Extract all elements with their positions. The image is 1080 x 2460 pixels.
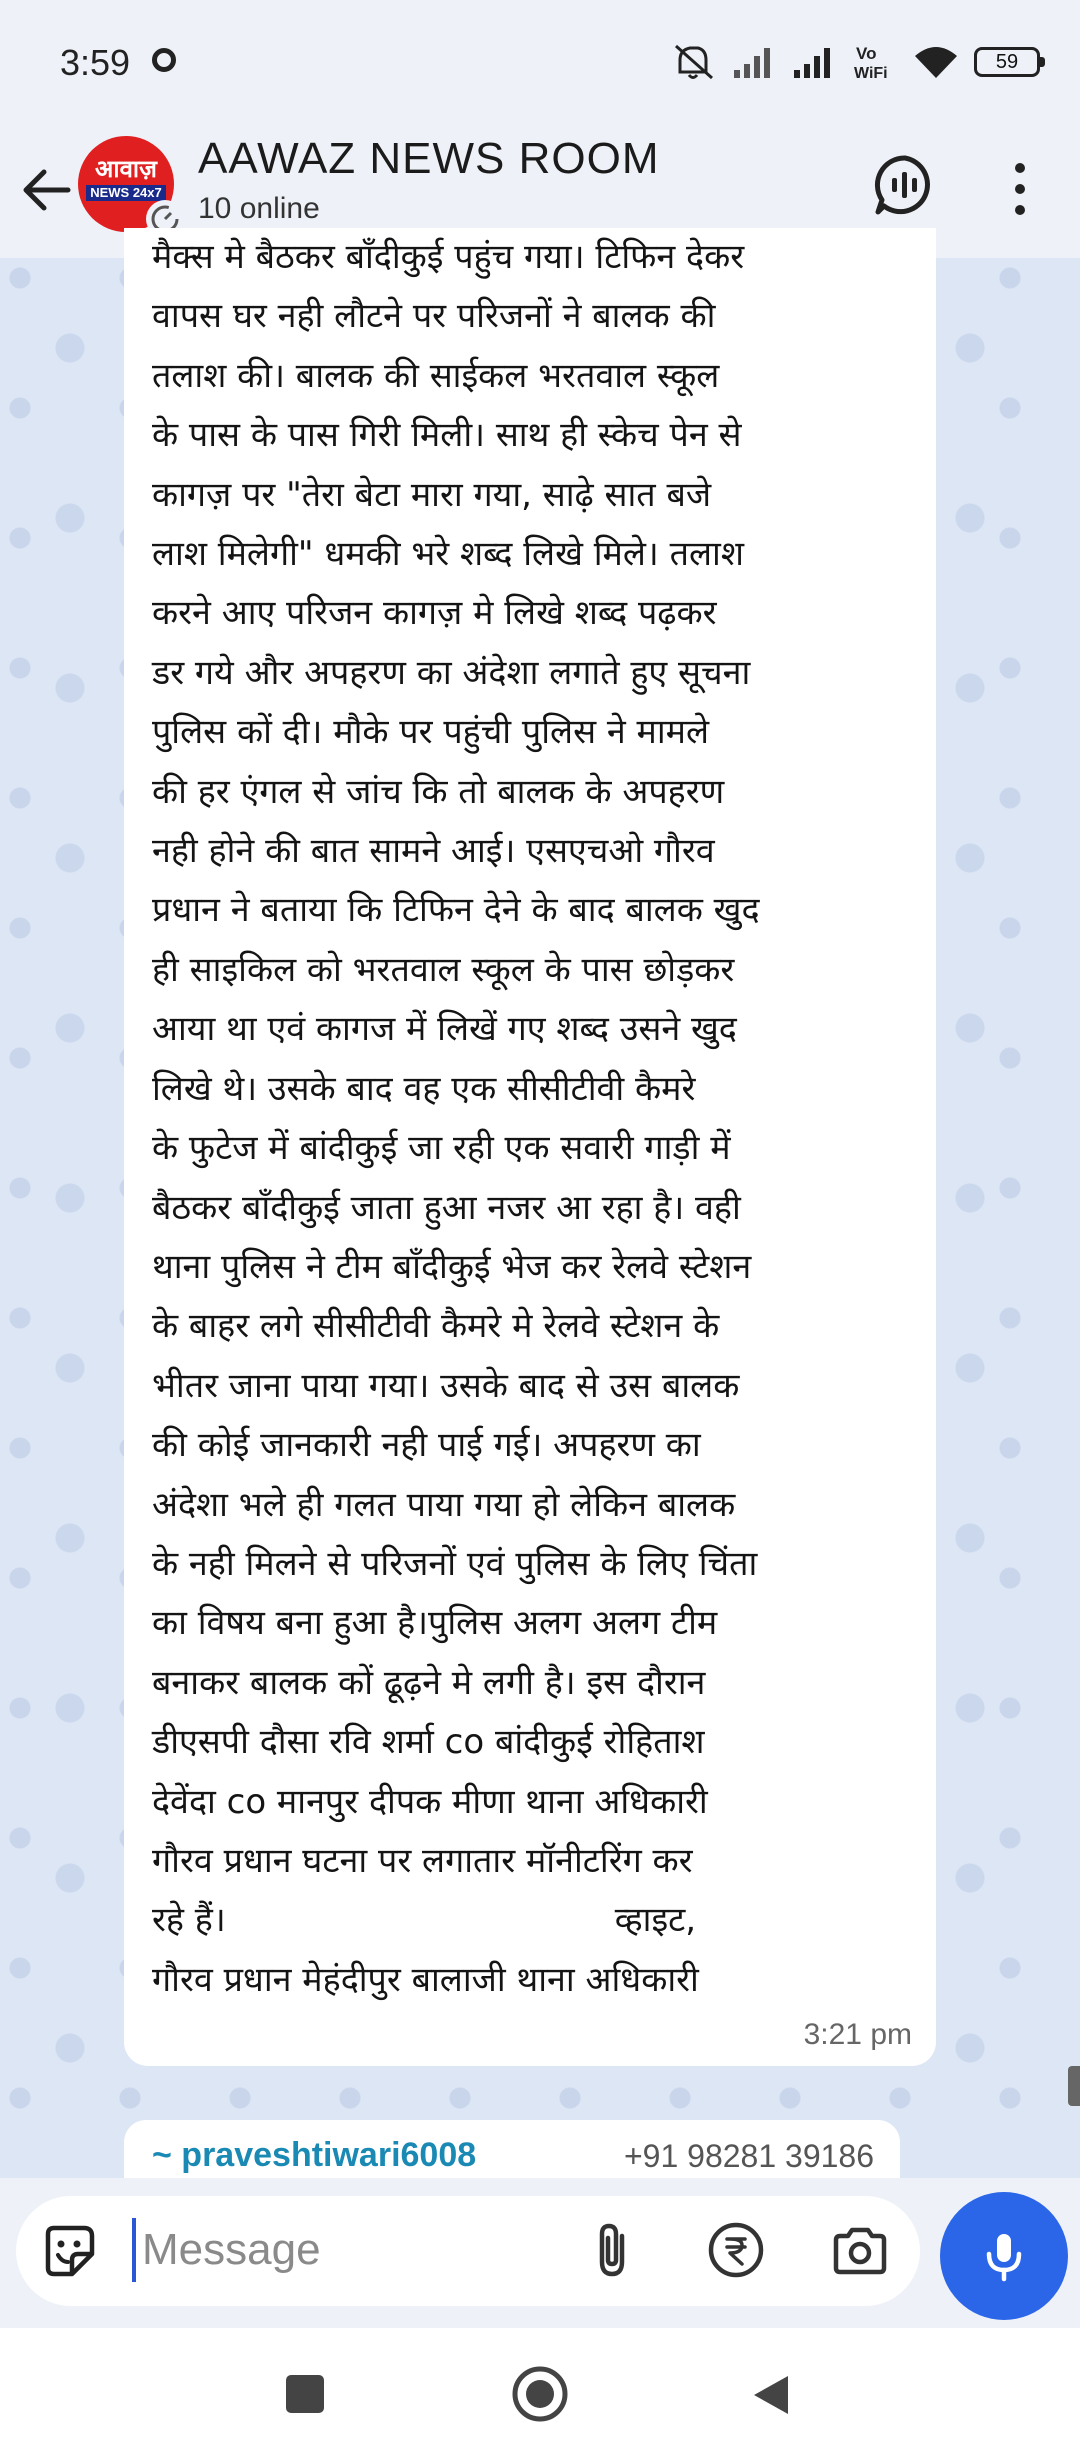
status-time: 3:59 [60, 42, 131, 83]
scrollbar-thumb[interactable] [1068, 2066, 1080, 2106]
message-composer [16, 2196, 920, 2306]
attach-paperclip-icon[interactable] [582, 2220, 642, 2280]
svg-text:Vo: Vo [856, 44, 877, 63]
voice-chat-icon[interactable] [870, 150, 940, 220]
message-time: 3:21 pm [803, 2018, 912, 2051]
svg-text:WiFi: WiFi [854, 65, 888, 82]
composer-bar [0, 2178, 1080, 2328]
back-arrow-icon[interactable] [18, 160, 78, 220]
vowifi-icon [852, 42, 898, 82]
wifi-icon [912, 42, 960, 82]
notification-o-icon [152, 48, 176, 72]
payment-rupee-icon[interactable] [706, 2220, 766, 2280]
voice-record-button[interactable] [940, 2192, 1068, 2320]
message-text: मैक्स मे बैठकर बाँदीकुई पहुंच गया। टिफिन देकर वापस घर नही लौटने पर परिजनों ने बालक की तलाश की। बालक की साईकल भरतवाल स्कूल के पास के पास गिरी मिली। साथ ही स्केच पेन से कागज़ पर "तेरा बेटा मारा गया, साढ़े सात बजे लाश मिलेगी" धमकी भरे शब्द लिखे मिले। तलाश करने आए परिजन कागज़ मे लिखे शब्द पढ़कर डर गये और अपहरण का अंदेशा लगाते हुए सूचना पुलिस कों दी। मौके पर पहुंची पुलिस ने मामले की हर एंगल से जांच कि तो बालक के अपहरण नही होने की बात सामने आई। एसएचओ गौरव प्रधान ने बताया कि टिफिन देने के बाद बालक खुद ही साइकिल को भरतवाल स्कूल के पास छोड़कर आया था एवं कागज में लिखें गए शब्द उसने खुद लिखे थे। उसके बाद वह एक सीसीटीवी कैमरे के फुटेज में बांदीकुई जा रही एक सवारी गाड़ी में बैठकर बाँदीकुई जाता हुआ नजर आ रहा है। वही थाना पुलिस ने टीम बाँदीकुई भेज कर रेलवे स्टेशन के बाहर लगे सीसीटीवी कैमरे मे रेलवे स्टेशन के भीतर जाना पाया गया। उसके बाद से उस बालक की कोई जानकारी नही पाई गई। अपहरण का अंदेशा भले ही गलत पाया गया हो लेकिन बालक के नही मिलने से परिजनों एवं पुलिस के लिए चिंता का विषय बना हुआ है।पुलिस अलग अलग टीम बनाकर बालक कों ढूढ़ने मे लगी है। इस दौरान डीएसपी दौसा रवि शर्मा co बांदीकुई रोहिताश देवेंदा co मानपुर दीपक मीणा थाना अधिकारी गौरव प्रधान घटना पर लगातार मॉनीटरिंग कर रहे हैं। व्हाइट, गौरव प्रधान मेहंदीपुर बालाजी थाना अधिकारी [152, 237, 760, 2000]
message-bubble[interactable] [124, 228, 936, 2066]
avatar-logo-text: आवाज़ [95, 155, 157, 183]
signal-1-icon [732, 44, 778, 80]
camera-icon[interactable] [830, 2222, 890, 2282]
mute-icon [670, 42, 718, 82]
chat-messages-area[interactable] [0, 237, 1080, 2178]
status-bar [0, 0, 1080, 130]
home-circle-icon[interactable] [510, 2364, 570, 2424]
emoji-sticker-icon[interactable] [40, 2222, 98, 2280]
microphone-icon [976, 2228, 1032, 2284]
recents-square-icon[interactable] [286, 2375, 324, 2413]
signal-2-icon [792, 44, 838, 80]
status-icons [670, 40, 1040, 84]
battery-icon: 59 [974, 47, 1040, 77]
avatar-logo-subtext: NEWS 24x7 [86, 185, 166, 201]
sender-phone: +91 98281 39186 [623, 2138, 874, 2174]
online-count: 10 online [198, 192, 320, 225]
chat-title[interactable]: AAWAZ NEWS ROOM [198, 134, 660, 183]
more-options-icon[interactable] [1000, 154, 1040, 224]
message-input[interactable] [132, 2218, 552, 2282]
sender-name[interactable]: ~ praveshtiwari6008 [152, 2136, 477, 2174]
system-nav-bar [0, 2328, 1080, 2460]
back-triangle-icon[interactable] [748, 2372, 794, 2418]
